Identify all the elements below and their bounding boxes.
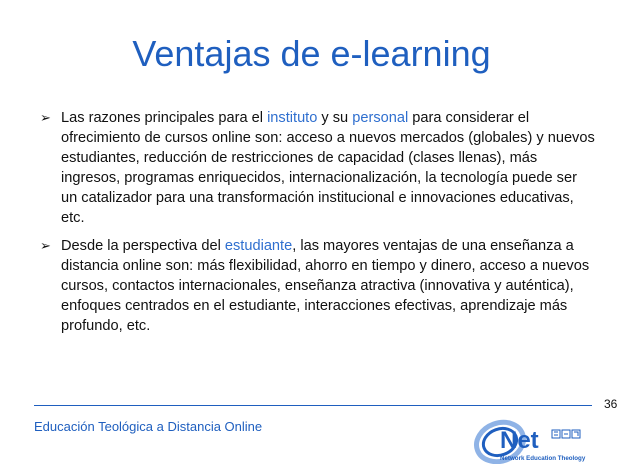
highlight-instituto: instituto <box>267 110 318 126</box>
bullet-item-student <box>40 236 595 336</box>
bullet-list <box>40 108 595 344</box>
bullet-text <box>61 238 589 334</box>
text-segment: , las mayores ventajas de una enseñanza a distancia online son: más flexibilidad, ahorro en tiempo y dinero, acceso a nuevos cursos, contactos internacionales, enseñanza atractiva (innovativa y auténtica), enfoques centrados en el estudiante, interacciones efectivas, aprendizaje más profundo, etc. <box>61 238 590 334</box>
logo-tagline: Network Education Theology <box>500 455 586 462</box>
arrow-bullet-icon: ➢ <box>40 238 51 253</box>
text-segment: para considerar el ofrecimiento de cursos online son: acceso a nuevos mercados (globales) y nuevos estudiantes, reducción de restricciones de capacidad (clases llenas), más ingresos, programas enriquecidos, internacionalización, la tecnología puede ser un catalizador para una transformación institucional e innovaciones educativas, etc. <box>61 110 595 226</box>
bullet-text <box>61 110 595 226</box>
arrow-bullet-icon: ➢ <box>40 110 51 125</box>
slide-title: Ventajas de e-learning <box>132 33 491 74</box>
page-number: 36 <box>604 397 618 411</box>
bullet-item-institution <box>40 108 595 228</box>
highlight-personal: personal <box>352 110 409 126</box>
text-segment: y su <box>317 110 353 126</box>
logo-boxes <box>552 430 580 438</box>
net-logo <box>470 418 610 464</box>
footer-divider <box>34 405 592 406</box>
text-segment: Desde la perspectiva del <box>61 238 225 254</box>
text-segment: Las razones principales para el <box>61 110 268 126</box>
footer-text: Educación Teológica a Distancia Online <box>34 419 263 434</box>
logo-word: Net <box>500 427 539 454</box>
highlight-estudiante: estudiante <box>224 238 293 254</box>
